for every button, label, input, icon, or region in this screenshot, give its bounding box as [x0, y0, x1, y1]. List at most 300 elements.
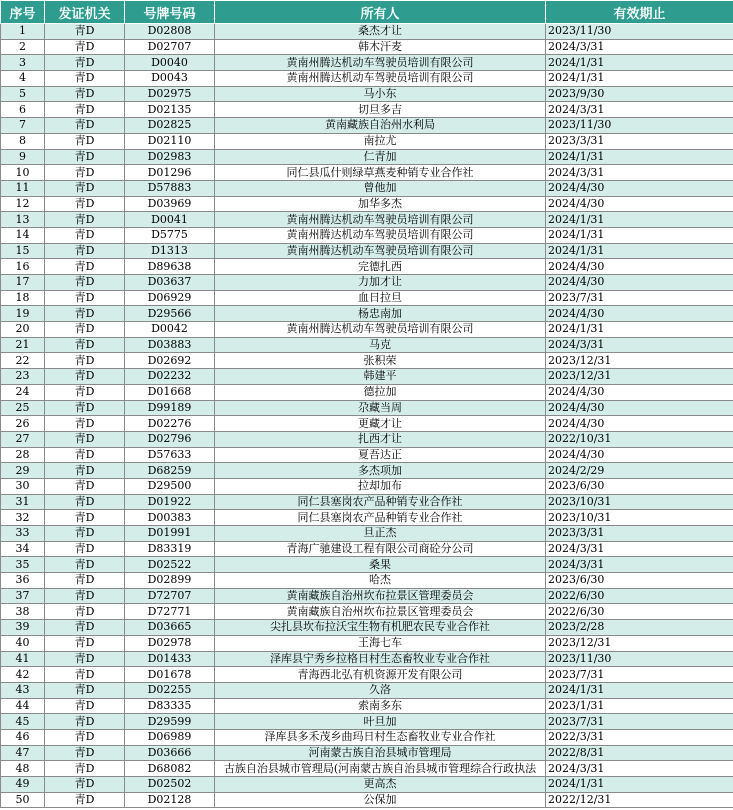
row-owner-cell[interactable]: 张积荣 [215, 353, 546, 369]
row-seq-cell[interactable]: 21 [1, 337, 45, 353]
row-seq-cell[interactable]: 13 [1, 212, 45, 228]
row-owner-cell[interactable]: 马小东 [215, 86, 546, 102]
row-plate-cell[interactable]: D0041 [125, 212, 215, 228]
row-seq-cell[interactable]: 40 [1, 635, 45, 651]
row-owner-cell[interactable]: 青海广驰建设工程有限公司商砼分公司 [215, 541, 546, 557]
table-row[interactable] [1, 259, 733, 275]
row-expiry-cell[interactable]: 2023/11/30 [546, 118, 733, 134]
row-seq-cell[interactable]: 24 [1, 384, 45, 400]
table-row[interactable] [1, 729, 733, 745]
table-row[interactable] [1, 86, 733, 102]
row-plate-cell[interactable]: D03969 [125, 196, 215, 212]
row-authority-cell[interactable]: 青D [45, 416, 125, 432]
row-expiry-cell[interactable]: 2024/1/31 [546, 777, 733, 793]
row-seq-cell[interactable]: 14 [1, 227, 45, 243]
row-plate-cell[interactable]: D01433 [125, 651, 215, 667]
row-plate-cell[interactable]: D02975 [125, 86, 215, 102]
row-authority-cell[interactable]: 青D [45, 133, 125, 149]
row-plate-cell[interactable]: D01668 [125, 384, 215, 400]
row-seq-cell[interactable]: 33 [1, 526, 45, 542]
row-authority-cell[interactable]: 青D [45, 494, 125, 510]
row-expiry-cell[interactable]: 2024/3/31 [546, 165, 733, 181]
row-seq-cell[interactable]: 49 [1, 777, 45, 793]
row-seq-cell[interactable]: 4 [1, 71, 45, 87]
table-row[interactable] [1, 698, 733, 714]
header-owner[interactable]: 所有人 [215, 1, 546, 24]
row-seq-cell[interactable]: 11 [1, 180, 45, 196]
row-owner-cell[interactable]: 更藏才让 [215, 416, 546, 432]
row-expiry-cell[interactable]: 2024/4/30 [546, 416, 733, 432]
row-owner-cell[interactable]: 韩木汗麦 [215, 39, 546, 55]
row-owner-cell[interactable]: 公保加 [215, 792, 546, 808]
row-plate-cell[interactable]: D72771 [125, 604, 215, 620]
table-row[interactable] [1, 71, 733, 87]
row-seq-cell[interactable]: 39 [1, 620, 45, 636]
row-expiry-cell[interactable]: 2024/3/31 [546, 337, 733, 353]
table-row[interactable] [1, 353, 733, 369]
row-seq-cell[interactable]: 36 [1, 573, 45, 589]
row-plate-cell[interactable]: D68259 [125, 463, 215, 479]
table-row[interactable] [1, 369, 733, 385]
row-expiry-cell[interactable]: 2023/11/30 [546, 24, 733, 40]
table-row[interactable] [1, 149, 733, 165]
row-authority-cell[interactable]: 青D [45, 761, 125, 777]
row-owner-cell[interactable]: 切旦多吉 [215, 102, 546, 118]
row-expiry-cell[interactable]: 2024/1/31 [546, 55, 733, 71]
row-authority-cell[interactable]: 青D [45, 322, 125, 338]
row-seq-cell[interactable]: 10 [1, 165, 45, 181]
table-row[interactable] [1, 573, 733, 589]
row-authority-cell[interactable]: 青D [45, 635, 125, 651]
row-authority-cell[interactable]: 青D [45, 353, 125, 369]
header-plate-number[interactable]: 号牌号码 [125, 1, 215, 24]
row-plate-cell[interactable]: D83335 [125, 698, 215, 714]
row-owner-cell[interactable]: 黄南州腾达机动车驾驶员培训有限公司 [215, 55, 546, 71]
row-authority-cell[interactable]: 青D [45, 259, 125, 275]
row-seq-cell[interactable]: 29 [1, 463, 45, 479]
row-expiry-cell[interactable]: 2022/10/31 [546, 431, 733, 447]
row-plate-cell[interactable]: D02232 [125, 369, 215, 385]
row-plate-cell[interactable]: D72707 [125, 588, 215, 604]
row-expiry-cell[interactable]: 2022/6/30 [546, 588, 733, 604]
row-seq-cell[interactable]: 3 [1, 55, 45, 71]
row-authority-cell[interactable]: 青D [45, 149, 125, 165]
row-expiry-cell[interactable]: 2023/12/31 [546, 369, 733, 385]
table-row[interactable] [1, 792, 733, 808]
row-authority-cell[interactable]: 青D [45, 165, 125, 181]
table-row[interactable] [1, 541, 733, 557]
row-plate-cell[interactable]: D06989 [125, 729, 215, 745]
row-plate-cell[interactable]: D68082 [125, 761, 215, 777]
row-owner-cell[interactable]: 同仁县瓜什则绿草燕麦种销专业合作社 [215, 165, 546, 181]
row-authority-cell[interactable]: 青D [45, 102, 125, 118]
row-plate-cell[interactable]: D89638 [125, 259, 215, 275]
row-owner-cell[interactable]: 完德扎西 [215, 259, 546, 275]
row-expiry-cell[interactable]: 2023/6/30 [546, 573, 733, 589]
row-seq-cell[interactable]: 42 [1, 667, 45, 683]
row-seq-cell[interactable]: 17 [1, 275, 45, 291]
row-owner-cell[interactable]: 韩建平 [215, 369, 546, 385]
row-authority-cell[interactable]: 青D [45, 777, 125, 793]
table-row[interactable] [1, 24, 733, 40]
row-expiry-cell[interactable]: 2024/4/30 [546, 196, 733, 212]
row-plate-cell[interactable]: D00383 [125, 510, 215, 526]
row-plate-cell[interactable]: D03666 [125, 745, 215, 761]
row-owner-cell[interactable]: 王海七车 [215, 635, 546, 651]
row-authority-cell[interactable]: 青D [45, 24, 125, 40]
header-issuing-authority[interactable]: 发证机关 [45, 1, 125, 24]
row-expiry-cell[interactable]: 2024/3/31 [546, 761, 733, 777]
row-owner-cell[interactable]: 尖扎县坎布拉沃宝生物有机肥农民专业合作社 [215, 620, 546, 636]
row-plate-cell[interactable]: D03637 [125, 275, 215, 291]
row-expiry-cell[interactable]: 2024/1/31 [546, 322, 733, 338]
table-row[interactable] [1, 761, 733, 777]
row-owner-cell[interactable]: 多杰项加 [215, 463, 546, 479]
row-plate-cell[interactable]: D02255 [125, 682, 215, 698]
row-plate-cell[interactable]: D99189 [125, 400, 215, 416]
row-owner-cell[interactable]: 泽库县宁秀乡拉格日村生态畜牧业专业合作社 [215, 651, 546, 667]
row-seq-cell[interactable]: 38 [1, 604, 45, 620]
row-expiry-cell[interactable]: 2022/12/31 [546, 792, 733, 808]
row-plate-cell[interactable]: D01678 [125, 667, 215, 683]
row-expiry-cell[interactable]: 2024/3/31 [546, 102, 733, 118]
row-plate-cell[interactable]: D0043 [125, 71, 215, 87]
row-plate-cell[interactable]: D57883 [125, 180, 215, 196]
row-expiry-cell[interactable]: 2024/4/30 [546, 180, 733, 196]
table-row[interactable] [1, 557, 733, 573]
row-authority-cell[interactable]: 青D [45, 39, 125, 55]
table-row[interactable] [1, 133, 733, 149]
row-owner-cell[interactable]: 同仁县塞岗农产品种销专业合作社 [215, 494, 546, 510]
row-authority-cell[interactable]: 青D [45, 196, 125, 212]
table-row[interactable] [1, 180, 733, 196]
row-owner-cell[interactable]: 哈杰 [215, 573, 546, 589]
table-row[interactable] [1, 526, 733, 542]
header-seq[interactable]: 序号 [1, 1, 45, 24]
row-owner-cell[interactable]: 黄南州腾达机动车驾驶员培训有限公司 [215, 322, 546, 338]
row-owner-cell[interactable]: 力加才让 [215, 275, 546, 291]
row-seq-cell[interactable]: 27 [1, 431, 45, 447]
row-plate-cell[interactable]: D02983 [125, 149, 215, 165]
table-row[interactable] [1, 682, 733, 698]
table-row[interactable] [1, 620, 733, 636]
row-owner-cell[interactable]: 黄南藏族自治州坎布拉景区管理委员会 [215, 588, 546, 604]
row-plate-cell[interactable]: D0042 [125, 322, 215, 338]
row-expiry-cell[interactable]: 2023/9/30 [546, 86, 733, 102]
row-seq-cell[interactable]: 44 [1, 698, 45, 714]
row-seq-cell[interactable]: 45 [1, 714, 45, 730]
row-owner-cell[interactable]: 仁青加 [215, 149, 546, 165]
row-owner-cell[interactable]: 河南蒙古族自治县城市管理局 [215, 745, 546, 761]
row-authority-cell[interactable]: 青D [45, 71, 125, 87]
row-seq-cell[interactable]: 26 [1, 416, 45, 432]
row-owner-cell[interactable]: 桑杰才让 [215, 24, 546, 40]
table-row[interactable] [1, 667, 733, 683]
row-expiry-cell[interactable]: 2023/12/31 [546, 353, 733, 369]
row-owner-cell[interactable]: 旦正杰 [215, 526, 546, 542]
table-row[interactable] [1, 290, 733, 306]
row-authority-cell[interactable]: 青D [45, 275, 125, 291]
row-owner-cell[interactable]: 曾他加 [215, 180, 546, 196]
row-owner-cell[interactable]: 叶旦加 [215, 714, 546, 730]
row-plate-cell[interactable]: D01296 [125, 165, 215, 181]
row-seq-cell[interactable]: 19 [1, 306, 45, 322]
row-expiry-cell[interactable]: 2024/1/31 [546, 682, 733, 698]
row-owner-cell[interactable]: 更高杰 [215, 777, 546, 793]
row-expiry-cell[interactable]: 2024/1/31 [546, 212, 733, 228]
row-seq-cell[interactable]: 8 [1, 133, 45, 149]
row-plate-cell[interactable]: D02978 [125, 635, 215, 651]
row-seq-cell[interactable]: 47 [1, 745, 45, 761]
header-expiry-date[interactable]: 有效期止 [546, 1, 733, 24]
row-expiry-cell[interactable]: 2024/4/30 [546, 275, 733, 291]
row-plate-cell[interactable]: D03665 [125, 620, 215, 636]
row-plate-cell[interactable]: D83319 [125, 541, 215, 557]
row-owner-cell[interactable]: 德拉加 [215, 384, 546, 400]
row-authority-cell[interactable]: 青D [45, 651, 125, 667]
row-seq-cell[interactable]: 18 [1, 290, 45, 306]
row-expiry-cell[interactable]: 2024/4/30 [546, 447, 733, 463]
row-authority-cell[interactable]: 青D [45, 55, 125, 71]
row-authority-cell[interactable]: 青D [45, 698, 125, 714]
row-plate-cell[interactable]: D02110 [125, 133, 215, 149]
row-expiry-cell[interactable]: 2024/1/31 [546, 243, 733, 259]
row-authority-cell[interactable]: 青D [45, 510, 125, 526]
row-authority-cell[interactable]: 青D [45, 573, 125, 589]
table-row[interactable] [1, 588, 733, 604]
table-row[interactable] [1, 102, 733, 118]
row-owner-cell[interactable]: 血日拉旦 [215, 290, 546, 306]
row-seq-cell[interactable]: 41 [1, 651, 45, 667]
row-expiry-cell[interactable]: 2023/2/28 [546, 620, 733, 636]
row-authority-cell[interactable]: 青D [45, 478, 125, 494]
table-row[interactable] [1, 494, 733, 510]
table-row[interactable] [1, 431, 733, 447]
row-owner-cell[interactable]: 久洛 [215, 682, 546, 698]
row-plate-cell[interactable]: D02825 [125, 118, 215, 134]
table-row[interactable] [1, 165, 733, 181]
row-authority-cell[interactable]: 青D [45, 463, 125, 479]
row-seq-cell[interactable]: 46 [1, 729, 45, 745]
row-expiry-cell[interactable]: 2023/7/31 [546, 667, 733, 683]
row-seq-cell[interactable]: 43 [1, 682, 45, 698]
row-authority-cell[interactable]: 青D [45, 400, 125, 416]
row-seq-cell[interactable]: 12 [1, 196, 45, 212]
table-row[interactable] [1, 604, 733, 620]
row-expiry-cell[interactable]: 2024/3/31 [546, 557, 733, 573]
row-seq-cell[interactable]: 25 [1, 400, 45, 416]
row-owner-cell[interactable]: 拉却加布 [215, 478, 546, 494]
row-seq-cell[interactable]: 6 [1, 102, 45, 118]
row-owner-cell[interactable]: 同仁县塞岗农产品种销专业合作社 [215, 510, 546, 526]
row-owner-cell[interactable]: 黄南藏族自治州坎布拉景区管理委员会 [215, 604, 546, 620]
row-authority-cell[interactable]: 青D [45, 604, 125, 620]
table-row[interactable] [1, 306, 733, 322]
row-authority-cell[interactable]: 青D [45, 792, 125, 808]
row-expiry-cell[interactable]: 2024/1/31 [546, 227, 733, 243]
row-seq-cell[interactable]: 34 [1, 541, 45, 557]
row-seq-cell[interactable]: 28 [1, 447, 45, 463]
row-expiry-cell[interactable]: 2023/3/31 [546, 133, 733, 149]
row-seq-cell[interactable]: 5 [1, 86, 45, 102]
row-plate-cell[interactable]: D02899 [125, 573, 215, 589]
row-authority-cell[interactable]: 青D [45, 729, 125, 745]
table-row[interactable] [1, 196, 733, 212]
row-seq-cell[interactable]: 50 [1, 792, 45, 808]
row-expiry-cell[interactable]: 2024/4/30 [546, 306, 733, 322]
table-row[interactable] [1, 337, 733, 353]
row-authority-cell[interactable]: 青D [45, 306, 125, 322]
row-expiry-cell[interactable]: 2023/11/30 [546, 651, 733, 667]
row-owner-cell[interactable]: 南拉尤 [215, 133, 546, 149]
row-owner-cell[interactable]: 黄南州腾达机动车驾驶员培训有限公司 [215, 243, 546, 259]
row-plate-cell[interactable]: D29500 [125, 478, 215, 494]
table-row[interactable] [1, 416, 733, 432]
row-owner-cell[interactable]: 黄南州腾达机动车驾驶员培训有限公司 [215, 212, 546, 228]
row-authority-cell[interactable]: 青D [45, 227, 125, 243]
row-expiry-cell[interactable]: 2024/4/30 [546, 384, 733, 400]
row-expiry-cell[interactable]: 2024/1/31 [546, 71, 733, 87]
table-row[interactable] [1, 510, 733, 526]
row-seq-cell[interactable]: 7 [1, 118, 45, 134]
row-owner-cell[interactable]: 杨忠南加 [215, 306, 546, 322]
row-seq-cell[interactable]: 1 [1, 24, 45, 40]
row-owner-cell[interactable]: 加华多杰 [215, 196, 546, 212]
row-owner-cell[interactable]: 索南多东 [215, 698, 546, 714]
row-plate-cell[interactable]: D0040 [125, 55, 215, 71]
row-seq-cell[interactable]: 16 [1, 259, 45, 275]
row-authority-cell[interactable]: 青D [45, 212, 125, 228]
row-owner-cell[interactable]: 扎西才让 [215, 431, 546, 447]
row-authority-cell[interactable]: 青D [45, 541, 125, 557]
row-plate-cell[interactable]: D02707 [125, 39, 215, 55]
row-expiry-cell[interactable]: 2024/4/30 [546, 400, 733, 416]
row-expiry-cell[interactable]: 2022/8/31 [546, 745, 733, 761]
row-owner-cell[interactable]: 马克 [215, 337, 546, 353]
row-seq-cell[interactable]: 30 [1, 478, 45, 494]
row-plate-cell[interactable]: D02522 [125, 557, 215, 573]
row-plate-cell[interactable]: D1313 [125, 243, 215, 259]
row-seq-cell[interactable]: 32 [1, 510, 45, 526]
table-row[interactable] [1, 635, 733, 651]
row-expiry-cell[interactable]: 2023/10/31 [546, 494, 733, 510]
row-authority-cell[interactable]: 青D [45, 384, 125, 400]
row-expiry-cell[interactable]: 2024/3/31 [546, 541, 733, 557]
table-row[interactable] [1, 651, 733, 667]
table-row[interactable] [1, 39, 733, 55]
table-row[interactable] [1, 400, 733, 416]
table-row[interactable] [1, 212, 733, 228]
row-plate-cell[interactable]: D02128 [125, 792, 215, 808]
row-plate-cell[interactable]: D29599 [125, 714, 215, 730]
row-expiry-cell[interactable]: 2024/2/29 [546, 463, 733, 479]
row-authority-cell[interactable]: 青D [45, 180, 125, 196]
row-plate-cell[interactable]: D02135 [125, 102, 215, 118]
table-row[interactable] [1, 478, 733, 494]
row-authority-cell[interactable]: 青D [45, 290, 125, 306]
row-owner-cell[interactable]: 泽库县多禾茂乡曲玛日村生态畜牧业专业合作社 [215, 729, 546, 745]
table-row[interactable] [1, 275, 733, 291]
row-authority-cell[interactable]: 青D [45, 714, 125, 730]
table-row[interactable] [1, 463, 733, 479]
row-expiry-cell[interactable]: 2022/6/30 [546, 604, 733, 620]
row-plate-cell[interactable]: D03883 [125, 337, 215, 353]
table-row[interactable] [1, 243, 733, 259]
table-row[interactable] [1, 745, 733, 761]
row-owner-cell[interactable]: 青海西北弘有机资源开发有限公司 [215, 667, 546, 683]
row-authority-cell[interactable]: 青D [45, 337, 125, 353]
table-row[interactable] [1, 447, 733, 463]
row-authority-cell[interactable]: 青D [45, 745, 125, 761]
row-expiry-cell[interactable]: 2023/7/31 [546, 714, 733, 730]
row-expiry-cell[interactable]: 2023/7/31 [546, 290, 733, 306]
row-owner-cell[interactable]: 古族自治县城市管理局(河南蒙古族自治县城市管理综合行政执法 [215, 761, 546, 777]
row-plate-cell[interactable]: D02692 [125, 353, 215, 369]
row-seq-cell[interactable]: 22 [1, 353, 45, 369]
table-row[interactable] [1, 55, 733, 71]
row-plate-cell[interactable]: D02276 [125, 416, 215, 432]
row-authority-cell[interactable]: 青D [45, 447, 125, 463]
table-row[interactable] [1, 118, 733, 134]
row-plate-cell[interactable]: D5775 [125, 227, 215, 243]
row-authority-cell[interactable]: 青D [45, 431, 125, 447]
row-authority-cell[interactable]: 青D [45, 526, 125, 542]
row-seq-cell[interactable]: 37 [1, 588, 45, 604]
row-authority-cell[interactable]: 青D [45, 557, 125, 573]
row-owner-cell[interactable]: 桑果 [215, 557, 546, 573]
row-authority-cell[interactable]: 青D [45, 369, 125, 385]
row-plate-cell[interactable]: D02808 [125, 24, 215, 40]
row-owner-cell[interactable]: 黄南藏族自治州水利局 [215, 118, 546, 134]
row-expiry-cell[interactable]: 2023/12/31 [546, 635, 733, 651]
row-authority-cell[interactable]: 青D [45, 118, 125, 134]
row-seq-cell[interactable]: 2 [1, 39, 45, 55]
row-owner-cell[interactable]: 尕藏当周 [215, 400, 546, 416]
row-authority-cell[interactable]: 青D [45, 667, 125, 683]
row-owner-cell[interactable]: 黄南州腾达机动车驾驶员培训有限公司 [215, 71, 546, 87]
row-owner-cell[interactable]: 夏吾达正 [215, 447, 546, 463]
row-seq-cell[interactable]: 15 [1, 243, 45, 259]
row-expiry-cell[interactable]: 2022/3/31 [546, 729, 733, 745]
table-row[interactable] [1, 384, 733, 400]
row-seq-cell[interactable]: 20 [1, 322, 45, 338]
row-expiry-cell[interactable]: 2023/10/31 [546, 510, 733, 526]
table-row[interactable] [1, 777, 733, 793]
table-row[interactable] [1, 714, 733, 730]
row-expiry-cell[interactable]: 2023/1/31 [546, 698, 733, 714]
row-plate-cell[interactable]: D29566 [125, 306, 215, 322]
row-authority-cell[interactable]: 青D [45, 682, 125, 698]
row-seq-cell[interactable]: 9 [1, 149, 45, 165]
row-expiry-cell[interactable]: 2024/4/30 [546, 259, 733, 275]
row-plate-cell[interactable]: D02796 [125, 431, 215, 447]
row-plate-cell[interactable]: D01991 [125, 526, 215, 542]
row-plate-cell[interactable]: D02502 [125, 777, 215, 793]
row-expiry-cell[interactable]: 2024/3/31 [546, 39, 733, 55]
row-owner-cell[interactable]: 黄南州腾达机动车驾驶员培训有限公司 [215, 227, 546, 243]
row-authority-cell[interactable]: 青D [45, 588, 125, 604]
row-expiry-cell[interactable]: 2024/1/31 [546, 149, 733, 165]
table-row[interactable] [1, 322, 733, 338]
row-seq-cell[interactable]: 48 [1, 761, 45, 777]
row-plate-cell[interactable]: D01922 [125, 494, 215, 510]
table-row[interactable] [1, 227, 733, 243]
row-authority-cell[interactable]: 青D [45, 620, 125, 636]
row-authority-cell[interactable]: 青D [45, 243, 125, 259]
row-seq-cell[interactable]: 31 [1, 494, 45, 510]
row-authority-cell[interactable]: 青D [45, 86, 125, 102]
row-expiry-cell[interactable]: 2023/6/30 [546, 478, 733, 494]
